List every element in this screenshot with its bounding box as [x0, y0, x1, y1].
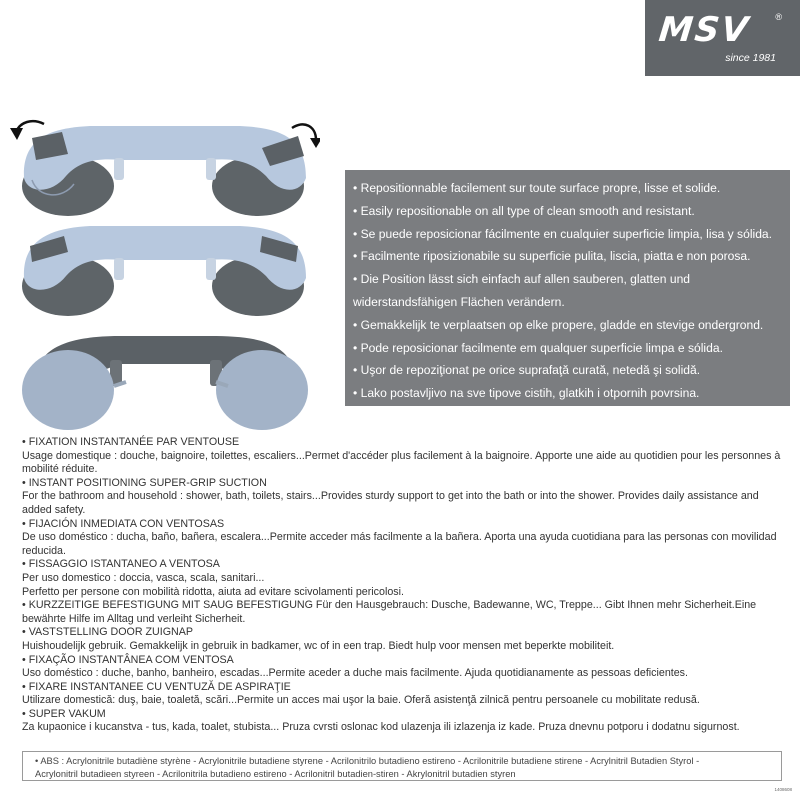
feature-line: • Repositionnable facilement sur toute surface propre, lisse et solide.: [353, 181, 721, 195]
suction-cup-right: [216, 350, 308, 430]
description-text: Huishoudelijk gebruik. Gemakkelijk in gebruik in badkamer, wc of in een trap. Biedt hulp voor mensen met beperkte mobiliteit.: [22, 639, 615, 652]
brand-name: MSV: [656, 10, 752, 50]
reference-code: 1408608: [774, 787, 792, 792]
brand-tagline: since 1981: [725, 52, 776, 64]
feature-line: • Gemakkelijk te verplaatsen op elke propere, gladde en stevige ondergrond.: [353, 317, 764, 332]
feature-line: • Lako postavljivo na sve tipove cistih, glatkih i otpornih povrsina.: [353, 386, 700, 401]
product-image-levers-locked: [10, 222, 320, 326]
description-text: Utilizare domestică: duş, baie, toaletă, scări...Permite un acces mai uşor la baie. Oferă asistenţă zilnică pentru persoanele cu mobilitate redusă.: [22, 694, 700, 707]
description-text: Perfetto per persone con mobilità ridotta, aiuta ad evitare scivolamenti pericolosi.: [22, 585, 404, 598]
registered-mark: ®: [775, 12, 782, 22]
feature-line: widerstandsfähigen Flächen verändern.: [353, 294, 565, 309]
description-heading: • VASTSTELLING DOOR ZUIGNAP: [22, 626, 194, 639]
description-heading: • FIJACIÓN INMEDIATA CON VENTOSAS: [22, 517, 225, 530]
feature-line: • Die Position lässt sich einfach auf allen sauberen, glatten und: [353, 272, 691, 287]
brand-logo: [645, 0, 800, 76]
materials-box: [22, 751, 782, 781]
feature-line: • Easily repositionable on all type of clean smooth and resistant.: [353, 203, 695, 218]
feature-line: • Uşor de repoziţionat pe orice suprafaţă curată, netedă şi solidă.: [353, 363, 701, 378]
description-text: De uso doméstico : ducha, baño, bañera, escalera...Permite acceder más facilmente a la bañera. Aporta una ayuda cuotidiana para las personas con movilidad reducida.: [22, 531, 777, 557]
feature-line: • Facilmente riposizionabile su superficie pulita, liscia, piatta e non porosa.: [353, 249, 751, 264]
feature-line: • Se puede reposicionar fácilmente en cualquier superficie limpia, lisa y sólida.: [353, 226, 772, 241]
materials-line: Acrylonitril butadieen styreen - Acrilonitrila butadieno estireno - Acrilonitril butadien-stiren - Akrylonitril butadien styren: [35, 768, 516, 779]
description-text: Usage domestique : douche, baignoire, toilettes, escaliers...Permet d'accéder plus facilement à la baignoire. Apporte une aide au quotidien pour les personnes à mobilité réduite.: [22, 449, 781, 476]
description-text: Za kupaonice i kucanstva - tus, kada, toalet, stubista... Pruza cvrsti oslonac kod ulazenja ili izlazenja iz kade. Pruza dnevnu potporu i dodatnu sigurnost.: [22, 721, 740, 734]
description-heading: • FISSAGGIO ISTANTANEO A VENTOSA: [22, 558, 220, 571]
description-text: • KURZZEITIGE BEFESTIGUNG MIT SAUG BEFESTIGUNG Für den Hausgebrauch: Dusche, Badewanne, WC, Treppe... Gibt Ihnen mehr Sicherheit.Eine bewährte Hilfe im Alltag und verleiht Sicherheit.: [22, 599, 757, 625]
product-image-suction-cups: [10, 330, 320, 440]
description-heading: • SUPER VAKUM: [22, 707, 106, 720]
feature-line: • Pode reposicionar facilmente em qualquer superficie limpa e sólida.: [353, 340, 723, 355]
product-image-levers-open: [10, 108, 320, 228]
description-text: Uso doméstico : duche, banho, banheiro, escadas...Permite aceder a duche mais facilmente. Ajuda quotidianamente as pessoas deficientes.: [22, 667, 688, 680]
description-heading: • FIXATION INSTANTANÉE PAR VENTOUSE: [22, 436, 240, 448]
description-heading: • FIXAÇÃO INSTANTÂNEA COM VENTOSA: [22, 653, 234, 666]
grab-handle: [22, 126, 306, 216]
description-text: For the bathroom and household : shower, bath, toilets, stairs...Provides sturdy support to get into the bath or into the shower. Provides daily assistance and added safety.: [22, 490, 759, 516]
description-heading: • FIXARE INSTANTANEE CU VENTUZĂ DE ASPIRAŢIE: [22, 680, 291, 693]
product-descriptions: [22, 436, 788, 735]
description-heading: • INSTANT POSITIONING SUPER-GRIP SUCTION: [22, 476, 267, 489]
materials-line: • ABS : Acrylonitrile butadiène styrène - Acrylonitrile butadiene styrene - Acrilonitrilo butadieno estireno - Acrilonitrile butadiene stirene - Acrylnitril Butadien Styrol -: [35, 756, 700, 766]
features-box: [345, 170, 790, 406]
suction-cup-left: [22, 350, 114, 430]
description-text: Per uso domestico : doccia, vasca, scala, sanitari...: [22, 571, 265, 584]
